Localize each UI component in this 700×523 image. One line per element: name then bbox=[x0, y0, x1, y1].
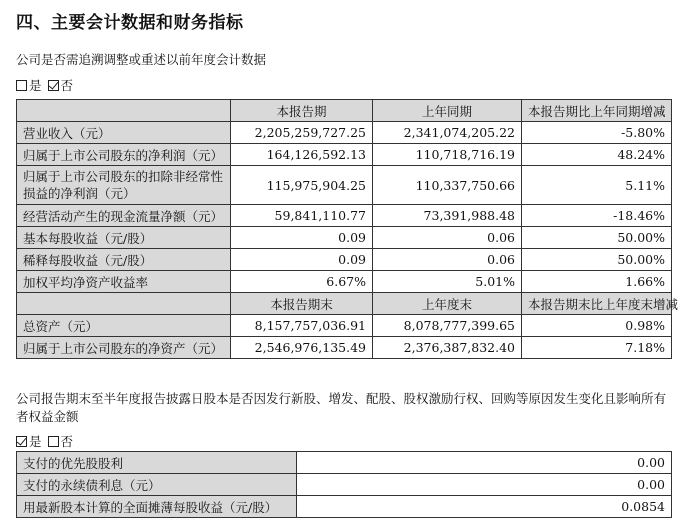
restate-yes-label: 是 bbox=[29, 78, 42, 93]
table-row bbox=[17, 271, 672, 293]
table-row bbox=[17, 166, 672, 205]
row-label: 归属于上市公司股东的净利润（元） bbox=[17, 144, 231, 166]
restate-question: 公司是否需追溯调整或重述以前年度会计数据 bbox=[16, 52, 267, 67]
value-cell: 6.67% bbox=[231, 271, 373, 293]
row-label: 基本每股收益（元/股） bbox=[17, 227, 231, 249]
value-cell: 2,546,976,135.49 bbox=[231, 337, 373, 359]
column-header: 本报告期末比上年度末增减 bbox=[522, 293, 672, 315]
row-label: 营业收入（元） bbox=[17, 122, 231, 144]
value-cell: 0.00 bbox=[297, 452, 672, 474]
row-label: 总资产（元） bbox=[17, 315, 231, 337]
share-change-yes-label: 是 bbox=[29, 434, 42, 449]
column-header: 本报告期比上年同期增减 bbox=[522, 100, 672, 122]
value-cell: 1.66% bbox=[522, 271, 672, 293]
column-header: 上年度末 bbox=[373, 293, 522, 315]
value-cell: -18.46% bbox=[522, 205, 672, 227]
table-row bbox=[17, 205, 672, 227]
restate-no-checkbox[interactable] bbox=[48, 80, 59, 91]
value-cell: 0.06 bbox=[373, 227, 522, 249]
share-change-yes-checkbox[interactable] bbox=[16, 436, 27, 447]
column-header bbox=[17, 293, 231, 315]
table-row bbox=[17, 474, 672, 496]
share-change-question: 公司报告期末至半年度报告披露日股本是否因发行新股、增发、配股、股权激励行权、回购等原因发生变化且影响所有者权益金额 bbox=[16, 391, 667, 424]
table-row bbox=[17, 249, 672, 271]
table-row bbox=[17, 315, 672, 337]
value-cell: 2,341,074,205.22 bbox=[373, 122, 522, 144]
row-label: 经营活动产生的现金流量净额（元） bbox=[17, 205, 231, 227]
value-cell: 0.06 bbox=[373, 249, 522, 271]
value-cell: 5.11% bbox=[522, 166, 672, 205]
table-row bbox=[17, 122, 672, 144]
restate-yes-checkbox[interactable] bbox=[16, 80, 27, 91]
value-cell: 0.98% bbox=[522, 315, 672, 337]
row-label: 归属于上市公司股东的净资产（元） bbox=[17, 337, 231, 359]
row-label: 用最新股本计算的全面摊薄每股收益（元/股） bbox=[17, 496, 297, 518]
row-label: 加权平均净资产收益率 bbox=[17, 271, 231, 293]
value-cell: -5.80% bbox=[522, 122, 672, 144]
row-label: 稀释每股收益（元/股） bbox=[17, 249, 231, 271]
column-header bbox=[17, 100, 231, 122]
table-row bbox=[17, 337, 672, 359]
value-cell: 50.00% bbox=[522, 249, 672, 271]
share-change-no-checkbox[interactable] bbox=[48, 436, 59, 447]
value-cell: 110,718,716.19 bbox=[373, 144, 522, 166]
restate-no-label: 否 bbox=[60, 78, 74, 93]
value-cell: 50.00% bbox=[522, 227, 672, 249]
column-header: 本报告期末 bbox=[231, 293, 373, 315]
section-heading: 四、主要会计数据和财务指标 bbox=[16, 13, 244, 33]
value-cell: 0.00 bbox=[297, 474, 672, 496]
value-cell: 2,376,387,832.40 bbox=[373, 337, 522, 359]
row-label: 支付的永续债利息（元） bbox=[17, 474, 297, 496]
value-cell: 0.09 bbox=[231, 227, 373, 249]
row-label: 支付的优先股股利 bbox=[17, 452, 297, 474]
table-header-row bbox=[17, 293, 672, 315]
value-cell: 115,975,904.25 bbox=[231, 166, 373, 205]
value-cell: 48.24% bbox=[522, 144, 672, 166]
column-header: 本报告期 bbox=[231, 100, 373, 122]
value-cell: 2,205,259,727.25 bbox=[231, 122, 373, 144]
column-header: 上年同期 bbox=[373, 100, 522, 122]
table-row bbox=[17, 227, 672, 249]
restate-options bbox=[16, 76, 73, 94]
value-cell: 0.0854 bbox=[297, 496, 672, 518]
share-change-options bbox=[16, 432, 73, 450]
table-row bbox=[17, 496, 672, 518]
share-change-no-label: 否 bbox=[60, 434, 74, 449]
key-financial-table bbox=[16, 99, 679, 359]
value-cell: 59,841,110.77 bbox=[231, 205, 373, 227]
table-header-row bbox=[17, 100, 672, 122]
value-cell: 8,157,757,036.91 bbox=[231, 315, 373, 337]
diluted-eps-table bbox=[16, 451, 672, 518]
table-row bbox=[17, 452, 672, 474]
value-cell: 73,391,988.48 bbox=[373, 205, 522, 227]
value-cell: 164,126,592.13 bbox=[231, 144, 373, 166]
value-cell: 8,078,777,399.65 bbox=[373, 315, 522, 337]
table-row bbox=[17, 144, 672, 166]
value-cell: 5.01% bbox=[373, 271, 522, 293]
value-cell: 7.18% bbox=[522, 337, 672, 359]
value-cell: 110,337,750.66 bbox=[373, 166, 522, 205]
value-cell: 0.09 bbox=[231, 249, 373, 271]
row-label: 归属于上市公司股东的扣除非经常性损益的净利润（元） bbox=[17, 166, 231, 205]
